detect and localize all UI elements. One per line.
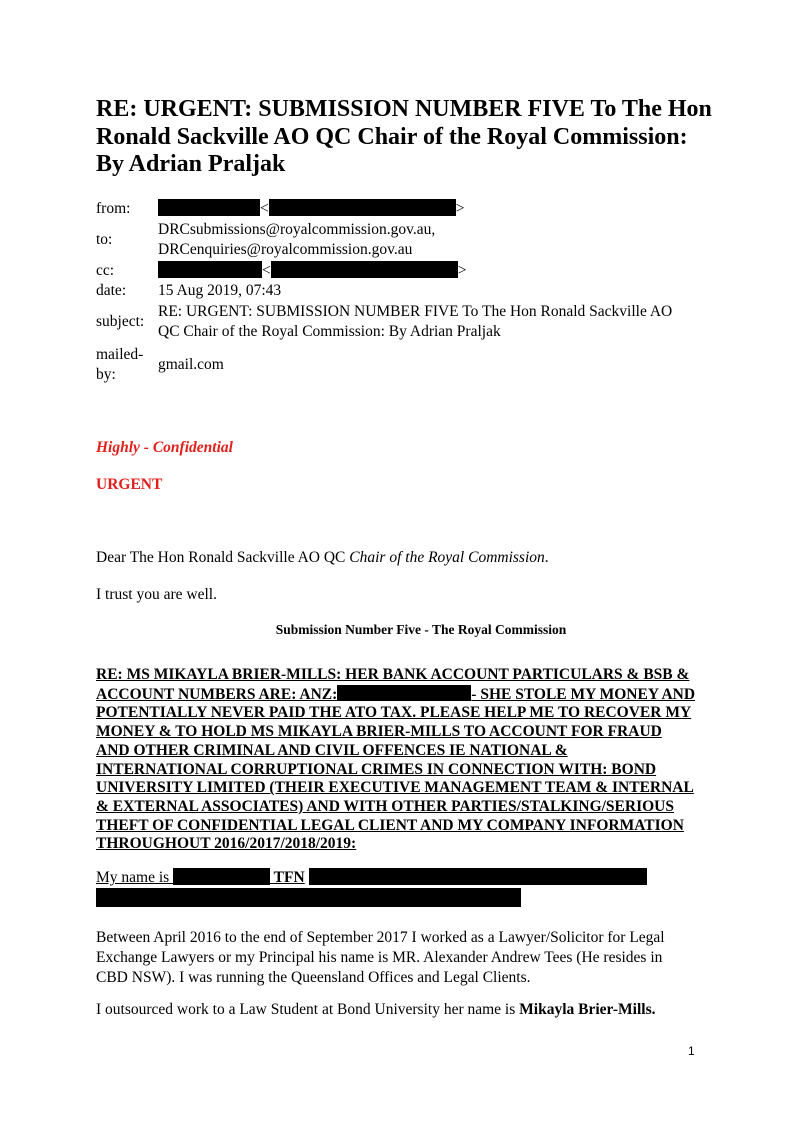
redaction-bar <box>337 685 471 701</box>
redaction-bar <box>173 868 270 885</box>
email-headers <box>96 198 672 387</box>
angle-close: > <box>455 199 465 217</box>
to-label: to: <box>96 231 113 248</box>
caps-text-2: - SHE STOLE MY MONEY AND POTENTIALLY NEVER PAID THE ATO TAX. PLEASE HELP ME TO RECOVER MY MONEY & TO HOLD MS MIKAYLA BRIER-MILLS TO ACCOUNT FOR FRAUD AND OTHER CRIMINAL AND CIVIL OFFENCES IE NATIONAL & INTERNATIONAL CORRUPTIONAL CRIMES IN CONNECTION WITH: BOND UNIVERSITY LIMITED (THEIR EXECUTIVE MANAGEMENT TEAM & INTERNAL & EXTERNAL ASSOCIATES) AND WITH OTHER PARTIES/STALKING/SERIOUS THEFT OF CONFIDENTIAL LEGAL CLIENT AND MY COMPANY INFORMATION THROUGHOUT 2016/2017/2018/2019: <box>96 685 696 853</box>
salutation <box>96 548 549 568</box>
cc-label: cc: <box>96 262 115 279</box>
angle-close: > <box>457 262 467 279</box>
submission-heading: Submission Number Five - The Royal Commission <box>275 622 567 637</box>
angle-open: < <box>262 262 271 279</box>
mailedby-row <box>96 343 672 387</box>
from-label: from: <box>96 199 131 217</box>
mailedby-label-2: by: <box>96 366 116 383</box>
to-address-1: DRCsubmissions@royalcommission.gov.au, <box>158 221 436 238</box>
mailedby-label-1: mailed- <box>96 346 144 363</box>
urgent-label: URGENT <box>96 476 163 493</box>
to-value <box>158 219 672 261</box>
student-name: Mikayla Brier-Mills. <box>519 1001 656 1018</box>
name-line <box>96 868 716 888</box>
redaction-bar <box>271 261 458 278</box>
caps-text-1: RE: MS MIKAYLA BRIER-MILLS: HER BANK ACCOUNT PARTICULARS & BSB & ACCOUNT NUMBERS ARE: ANZ: <box>96 666 690 703</box>
date-label: date: <box>96 282 127 299</box>
to-row <box>96 219 672 261</box>
outsourced-text: I outsourced work to a Law Student at Bond University her name is <box>96 1001 520 1018</box>
redaction-bar <box>309 868 647 885</box>
mailedby-value: gmail.com <box>158 356 224 373</box>
tfn-label: TFN <box>270 869 305 886</box>
from-value <box>158 198 672 219</box>
redaction-bar <box>158 261 262 278</box>
email-title: RE: URGENT: SUBMISSION NUMBER FIVE To The Hon Ronald Sackville AO QC Chair of the Royal Commission: By Adrian Praljak <box>96 96 712 177</box>
angle-open: < <box>260 199 269 217</box>
redaction-bar <box>269 199 456 216</box>
subject-label: subject: <box>96 313 145 330</box>
confidential-label: Highly - Confidential <box>96 439 233 456</box>
salutation-role: Chair of the Royal Commission <box>349 549 545 566</box>
page-number: 1 <box>688 1044 695 1058</box>
from-row <box>96 198 672 219</box>
caps-statement <box>96 666 696 854</box>
subject-value <box>158 301 672 343</box>
subject-line-2: QC Chair of the Royal Commission: By Adrian Praljak <box>158 323 501 340</box>
redaction-bar <box>158 199 260 216</box>
cc-value <box>158 261 672 281</box>
greeting-line: I trust you are well. <box>96 586 217 603</box>
redaction-bar <box>96 888 521 907</box>
to-address-2: DRCenquiries@royalcommission.gov.au <box>158 241 413 258</box>
salutation-end: . <box>544 549 549 566</box>
name-prefix: My name is <box>96 869 174 886</box>
cc-row <box>96 261 672 281</box>
salutation-text: Dear The Hon Ronald Sackville AO QC <box>96 549 350 566</box>
subject-line-1: RE: URGENT: SUBMISSION NUMBER FIVE To The Hon Ronald Sackville AO <box>158 303 673 320</box>
outsourced-paragraph <box>96 1000 655 1020</box>
employment-paragraph: Between April 2016 to the end of September 2017 I worked as a Lawyer/Solicitor for Legal Exchange Lawyers or my Principal his name is MR. Alexander Andrew Tees (He resides in CBD NSW). I was running the Queensland Offices and Legal Clients. <box>96 929 665 986</box>
subject-row <box>96 301 672 343</box>
date-row <box>96 281 672 301</box>
date-value: 15 Aug 2019, 07:43 <box>158 282 282 299</box>
mailedby-label <box>96 343 158 387</box>
